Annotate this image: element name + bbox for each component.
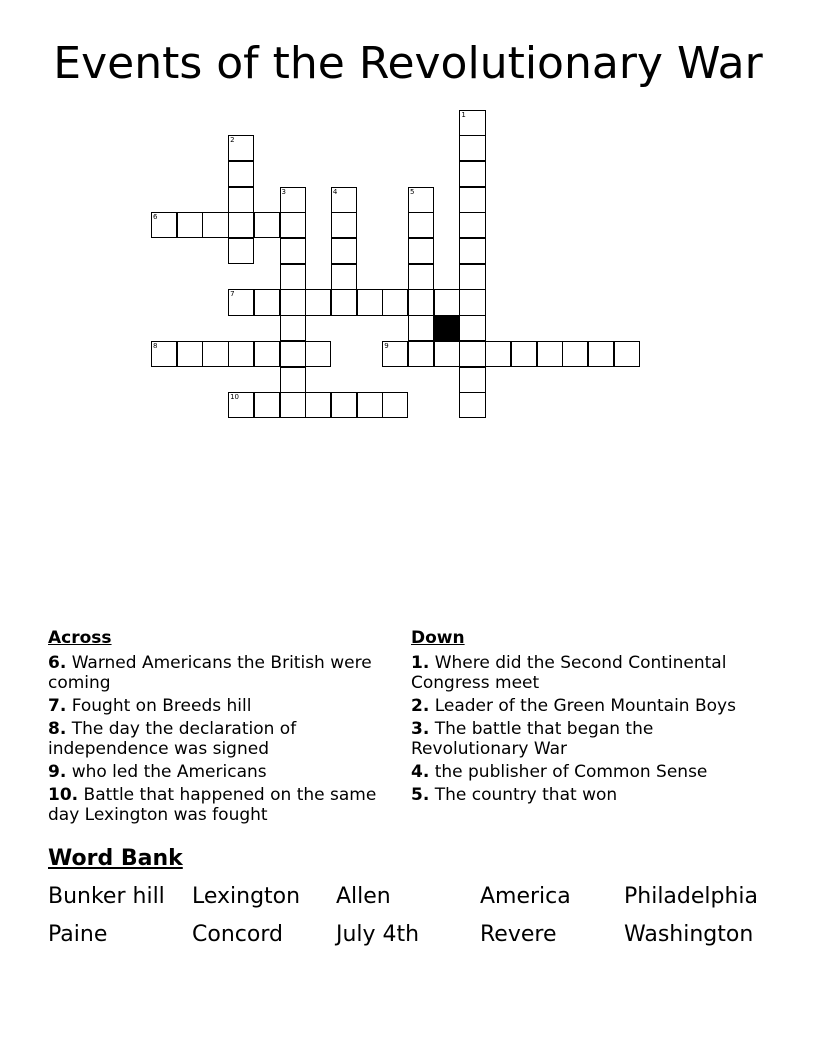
crossword-cell[interactable]	[459, 187, 485, 213]
page-title: Events of the Revolutionary War	[53, 38, 763, 89]
clue-number: 7.	[48, 696, 67, 716]
clue-text: Leader of the Green Mountain Boys	[434, 696, 736, 716]
word-bank-word: Washington	[624, 922, 754, 947]
word-bank-word: Revere	[480, 922, 557, 947]
clue-across-8	[48, 719, 398, 759]
crossword-cell[interactable]	[459, 110, 485, 136]
crossword-cell[interactable]	[228, 187, 254, 213]
clue-number: 9.	[48, 762, 67, 782]
clue-text: The country that won	[434, 785, 618, 805]
crossword-cell[interactable]	[382, 392, 408, 418]
crossword-cell[interactable]	[228, 392, 254, 418]
word-bank-word: July 4th	[336, 922, 420, 947]
crossword-cell[interactable]	[305, 289, 331, 315]
clue-text: the publisher of Common Sense	[434, 762, 708, 782]
crossword-cell[interactable]	[305, 341, 331, 367]
crossword-cell[interactable]	[459, 238, 485, 264]
clue-text: Battle that happened on the same day Lexington was fought	[48, 785, 377, 825]
crossword-cell[interactable]	[588, 341, 614, 367]
clue-across-9	[48, 762, 398, 782]
clue-text: Fought on Breeds hill	[71, 696, 252, 716]
clue-number: 4.	[411, 762, 430, 782]
clue-number: 10.	[48, 785, 79, 805]
crossword-cell[interactable]	[177, 212, 203, 238]
clue-down-1	[411, 653, 761, 693]
word-bank-heading: Word Bank	[48, 846, 183, 871]
word-bank-word: Paine	[48, 922, 108, 947]
crossword-cell[interactable]	[254, 341, 280, 367]
crossword-cell[interactable]	[562, 341, 588, 367]
cell-number: 6	[153, 213, 158, 222]
crossword-cell[interactable]	[408, 341, 434, 367]
crossword-cell[interactable]	[382, 341, 408, 367]
crossword-cell[interactable]	[228, 161, 254, 187]
crossword-cell[interactable]	[459, 315, 485, 341]
crossword-cell[interactable]	[280, 212, 306, 238]
crossword-cell[interactable]	[511, 341, 537, 367]
crossword-cell[interactable]	[357, 392, 383, 418]
clue-down-3	[411, 719, 761, 759]
crossword-cell[interactable]	[331, 392, 357, 418]
crossword-cell[interactable]	[280, 341, 306, 367]
crossword-cell[interactable]	[459, 392, 485, 418]
crossword-cell[interactable]	[459, 341, 485, 367]
crossword-cell[interactable]	[331, 187, 357, 213]
crossword-cell[interactable]	[408, 187, 434, 213]
crossword-cell[interactable]	[280, 367, 306, 393]
crossword-cell[interactable]	[485, 341, 511, 367]
clue-text: Warned Americans the British were coming	[48, 653, 372, 693]
across-heading: Across	[48, 628, 112, 648]
down-heading: Down	[411, 628, 465, 648]
crossword-cell[interactable]	[280, 264, 306, 290]
clue-text: The battle that began the Revolutionary War	[411, 719, 654, 759]
crossword-cell[interactable]	[459, 135, 485, 161]
word-bank-word: Bunker hill	[48, 884, 165, 909]
clue-number: 3.	[411, 719, 430, 739]
word-bank-word: Philadelphia	[624, 884, 759, 909]
blocked-cell	[434, 315, 460, 341]
clue-number: 6.	[48, 653, 67, 673]
cell-number: 8	[153, 341, 158, 350]
down-clues	[411, 628, 761, 808]
crossword-grid	[0, 0, 816, 430]
cell-number: 5	[410, 187, 415, 196]
crossword-cell[interactable]	[459, 367, 485, 393]
clue-text: Where did the Second Continental Congress meet	[411, 653, 727, 693]
crossword-cell[interactable]	[408, 264, 434, 290]
crossword-cell[interactable]	[408, 238, 434, 264]
clue-across-6	[48, 653, 398, 693]
cell-number: 3	[281, 187, 286, 196]
crossword-cell[interactable]	[151, 341, 177, 367]
crossword-cell[interactable]	[459, 264, 485, 290]
crossword-cell[interactable]	[202, 212, 228, 238]
clue-number: 5.	[411, 785, 430, 805]
crossword-cell[interactable]	[459, 161, 485, 187]
cell-number: 9	[384, 341, 389, 350]
clue-number: 1.	[411, 653, 430, 673]
crossword-cell[interactable]	[254, 392, 280, 418]
cell-number: 10	[230, 393, 240, 402]
crossword-cell[interactable]	[459, 289, 485, 315]
clue-text: The day the declaration of independence was signed	[48, 719, 297, 759]
crossword-cell[interactable]	[331, 212, 357, 238]
crossword-cell[interactable]	[228, 135, 254, 161]
crossword-cell[interactable]	[331, 264, 357, 290]
word-bank-word: Allen	[336, 884, 391, 909]
crossword-cell[interactable]	[254, 289, 280, 315]
crossword-cell[interactable]	[202, 341, 228, 367]
clue-down-2	[411, 696, 761, 716]
cell-number: 4	[332, 187, 338, 196]
clue-text: who led the Americans	[71, 762, 267, 782]
crossword-cell[interactable]	[228, 238, 254, 264]
crossword-cell[interactable]	[228, 289, 254, 315]
crossword-cell[interactable]	[280, 392, 306, 418]
crossword-cell[interactable]	[280, 315, 306, 341]
word-bank-word: Concord	[192, 922, 283, 947]
across-clues	[48, 628, 398, 828]
crossword-cell[interactable]	[331, 238, 357, 264]
crossword-cell[interactable]	[408, 289, 434, 315]
crossword-cell[interactable]	[459, 212, 485, 238]
cell-number: 1	[461, 110, 466, 119]
crossword-cell[interactable]	[280, 289, 306, 315]
crossword-cell[interactable]	[305, 392, 331, 418]
crossword-cell[interactable]	[228, 212, 254, 238]
crossword-cell[interactable]	[537, 341, 563, 367]
word-bank-word: America	[480, 884, 571, 909]
crossword-cell[interactable]	[254, 212, 280, 238]
clue-down-4	[411, 762, 761, 782]
crossword-cell[interactable]	[151, 212, 177, 238]
clue-across-10	[48, 785, 398, 825]
crossword-cell[interactable]	[280, 238, 306, 264]
clue-across-7	[48, 696, 398, 716]
crossword-cell[interactable]	[614, 341, 640, 367]
crossword-cell[interactable]	[280, 187, 306, 213]
crossword-cell[interactable]	[177, 341, 203, 367]
clue-number: 8.	[48, 719, 67, 739]
cell-number: 7	[230, 290, 235, 299]
crossword-cell[interactable]	[331, 289, 357, 315]
crossword-cell[interactable]	[408, 212, 434, 238]
crossword-cell[interactable]	[408, 315, 434, 341]
word-bank-word: Lexington	[192, 884, 301, 909]
clue-number: 2.	[411, 696, 430, 716]
crossword-cell[interactable]	[228, 341, 254, 367]
clue-down-5	[411, 785, 761, 805]
crossword-cell[interactable]	[382, 289, 408, 315]
crossword-cell[interactable]	[357, 289, 383, 315]
crossword-cell[interactable]	[434, 341, 460, 367]
crossword-cell[interactable]	[434, 289, 460, 315]
cell-number: 2	[230, 136, 235, 145]
